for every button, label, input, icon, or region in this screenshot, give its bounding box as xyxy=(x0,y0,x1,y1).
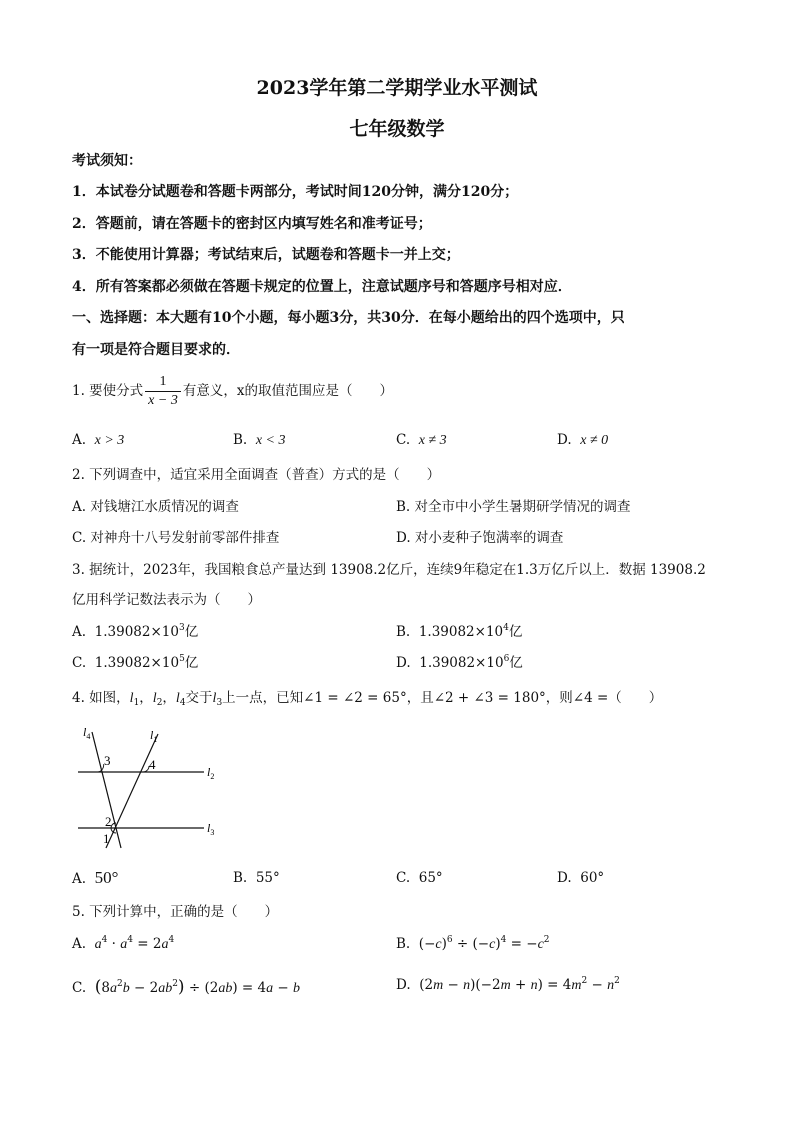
option-value: 50° xyxy=(94,868,119,887)
question-4-stem-part: 上一点，已知∠1 = ∠2 = 65°，且∠2 + ∠3 = 180°，则∠4 =（ ） xyxy=(222,690,663,706)
option-unit: 亿 xyxy=(184,655,199,671)
question-4-option-d xyxy=(557,870,604,886)
option-label: B. xyxy=(233,432,248,448)
option-exponent: 3 xyxy=(178,623,185,633)
option-value: x > 3 xyxy=(94,433,125,448)
question-1-option-c xyxy=(396,432,447,449)
question-2-option-a: A. 对钱塘江水质情况的调查 xyxy=(72,499,239,515)
question-2-option-c: C. 对神舟十八号发射前零部件排查 xyxy=(72,530,280,546)
fraction-numerator: 1 xyxy=(145,374,181,392)
option-label: A. xyxy=(72,432,87,448)
question-4-stem-part: 交于 xyxy=(185,690,213,706)
question-3-option-c xyxy=(72,651,198,671)
question-1-prefix: 1. 要使分式 xyxy=(72,383,144,399)
question-3-line2: 亿用科学记数法表示为（ ） xyxy=(72,592,261,608)
option-exponent: 5 xyxy=(179,654,185,664)
question-5-option-d: D. $(2m - n)(-2m + n) = 4m^2 - n^2$ xyxy=(396,976,620,993)
notice-heading: 考试须知： xyxy=(72,153,142,169)
option-value: 65° xyxy=(418,870,443,886)
option-label: D. xyxy=(557,432,572,448)
question-2-option-d: D. 对小麦种子饱满率的调查 xyxy=(396,530,564,546)
option-label: C. xyxy=(72,980,87,996)
option-value: 1.39082×10 xyxy=(419,655,504,671)
notice-item-2: 2．答题前，请在答题卡的密封区内填写姓名和准考证号； xyxy=(72,216,432,232)
option-label: D. xyxy=(396,977,411,993)
question-5-option-b: B. $(-c)^6 \div (-c)^4 = -c^2$ xyxy=(396,935,550,952)
option-value: 1.39082×10 xyxy=(418,624,504,640)
option-label: C. xyxy=(72,655,87,671)
option-value: x ≠ 3 xyxy=(418,433,447,448)
line-l1 xyxy=(106,734,158,848)
option-label: A. xyxy=(72,871,87,887)
option-label: B. xyxy=(233,870,248,886)
question-3-option-a xyxy=(72,620,198,640)
option-value: 55° xyxy=(255,870,280,886)
question-1-suffix: 有意义，x的取值范围应是（ ） xyxy=(182,383,393,399)
question-1-option-b xyxy=(233,432,285,449)
question-5-option-c: C. $(8a^2b - 2ab^2) \div (2ab) = 4a - b$ xyxy=(72,977,300,997)
question-3-option-d xyxy=(396,651,523,671)
question-4-option-a xyxy=(72,868,118,888)
label-angle-1: 1 xyxy=(103,831,110,846)
question-1-stem xyxy=(72,374,393,409)
option-unit: 亿 xyxy=(508,624,523,640)
option-label: B. xyxy=(396,936,411,952)
question-4-figure xyxy=(70,722,230,852)
option-value: 1.39082×10 xyxy=(94,655,180,671)
option-value: x ≠ 0 xyxy=(580,433,609,448)
label-l4: $l_4$ xyxy=(83,725,91,741)
question-4-stem-part: 4. 如图， xyxy=(72,690,130,706)
section-heading-line1: 一、选择题：本大题有10个小题，每小题3分，共30分．在每小题给出的四个选项中，只 xyxy=(72,310,625,326)
label-angle-2: 2 xyxy=(105,814,112,829)
fraction-denominator: x − 3 xyxy=(148,393,178,408)
option-label: A. xyxy=(72,936,87,952)
notice-item-1: 1．本试卷分试题卷和答题卡两部分，考试时间120分钟，满分120分； xyxy=(72,184,519,200)
option-unit: 亿 xyxy=(509,655,523,671)
question-1-option-a xyxy=(72,432,124,449)
question-3-line1: 3. 据统计，2023年，我国粮食总产量达到 13908.2亿斤，连续9年稳定在1.3万亿斤以上．数据 13908.2 xyxy=(72,562,706,578)
option-label: D. xyxy=(557,870,572,886)
option-label: C. xyxy=(396,870,411,886)
section-heading-line2: 有一项是符合题目要求的． xyxy=(72,342,240,358)
notice-item-3: 3．不能使用计算器；考试结束后，试题卷和答题卡一并上交； xyxy=(72,247,460,263)
question-4-stem: 4. 如图，$l_1$，$l_2$，$l_4$交于$l_3$上一点，已知∠1 = ∠2 = 65°，且∠2 + ∠3 = 180°，则∠4 =（ ） xyxy=(72,690,663,708)
option-value: x < 3 xyxy=(255,433,286,448)
page-subtitle: 七年级数学 xyxy=(349,118,445,140)
label-l3: $l_3$ xyxy=(207,821,215,837)
option-label: A. xyxy=(72,624,87,640)
question-2-option-b: B. 对全市中小学生暑期研学情况的调查 xyxy=(396,499,631,515)
label-angle-4: 4 xyxy=(149,757,156,772)
option-label: D. xyxy=(396,655,411,671)
question-1-fraction xyxy=(145,374,181,409)
notice-item-4: 4．所有答案都必须做在答题卡规定的位置上，注意试题序号和答题序号相对应． xyxy=(72,279,572,295)
page-title: 2023学年第二学期学业水平测试 xyxy=(256,77,538,99)
label-angle-3: 3 xyxy=(104,753,111,768)
option-exponent: 4 xyxy=(503,623,509,633)
label-l2: $l_2$ xyxy=(207,765,215,781)
question-3-option-b xyxy=(396,620,522,640)
question-4-option-c xyxy=(396,870,443,886)
label-l1: $l_1$ xyxy=(150,728,158,744)
question-2-stem: 2. 下列调查中，适宜采用全面调查（普查）方式的是（ ） xyxy=(72,467,441,483)
option-value: 60° xyxy=(580,870,605,886)
option-value: 1.39082×10 xyxy=(94,624,179,640)
question-1-option-d xyxy=(557,432,608,449)
option-label: B. xyxy=(396,624,411,640)
option-label: C. xyxy=(396,432,411,448)
question-5-stem: 5. 下列计算中，正确的是（ ） xyxy=(72,904,279,920)
question-4-option-b xyxy=(233,870,280,886)
option-exponent: 6 xyxy=(503,654,510,664)
option-unit: 亿 xyxy=(184,624,199,640)
question-5-option-a: A. $a^4 \cdot a^4 = 2a^4$ xyxy=(72,935,175,952)
